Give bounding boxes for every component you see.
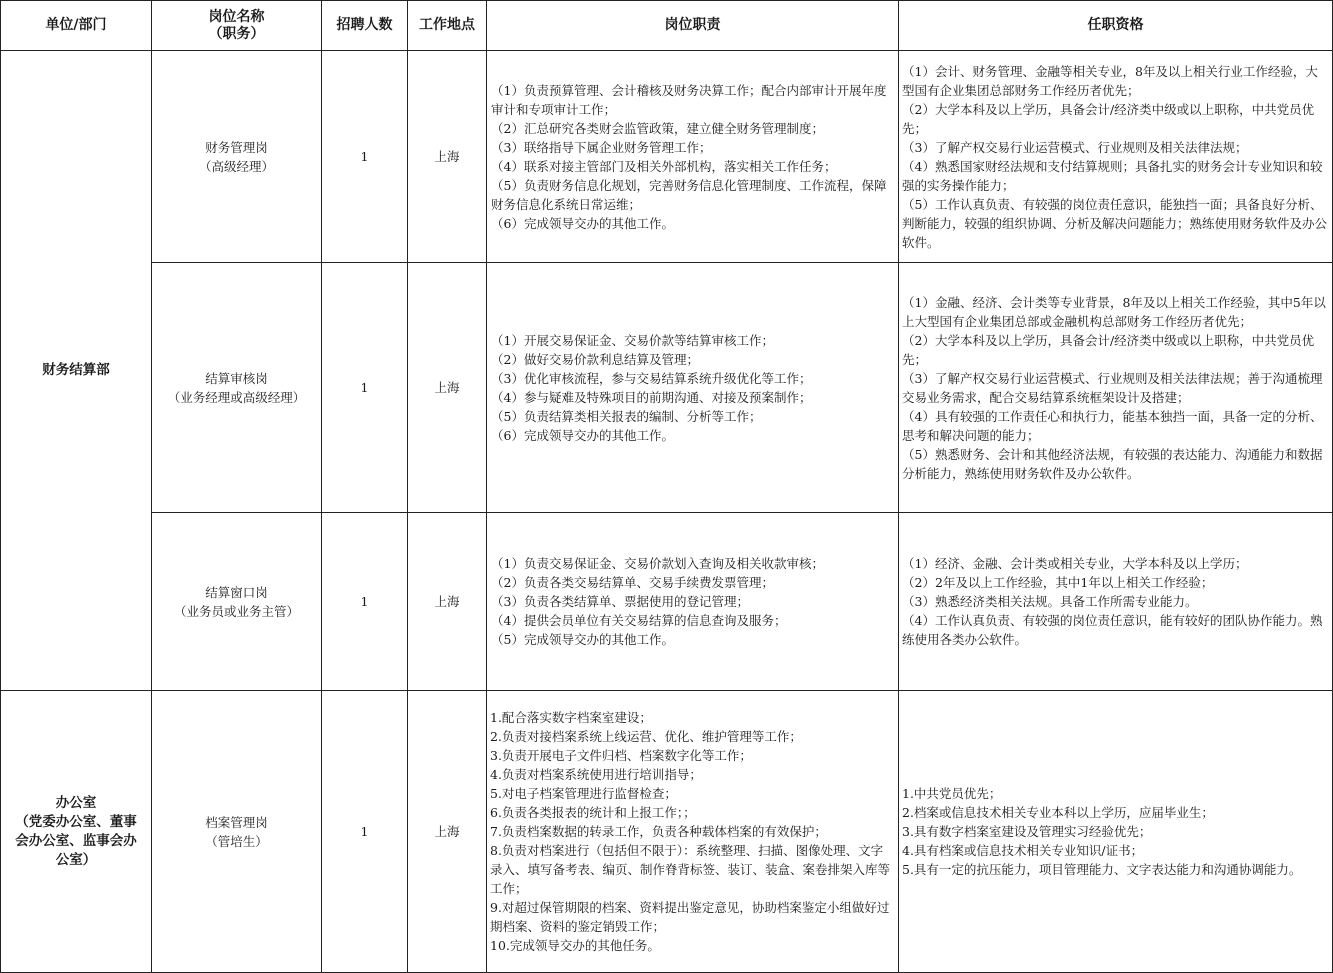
- duty-item: （3）负责各类结算单、票据使用的登记管理；: [491, 594, 749, 609]
- qualifications-cell: [899, 691, 1333, 973]
- header-position: [152, 1, 322, 51]
- department-name: 财务结算部: [42, 362, 110, 378]
- header-headcount: 招聘人数: [322, 1, 408, 51]
- duties-cell: [487, 263, 899, 513]
- location-cell: 上海: [408, 263, 487, 513]
- qualification-item: （3）了解产权交易行业运营模式、行业规则及相关法律法规；: [902, 139, 1248, 155]
- position-subtitle: （管培生）: [205, 833, 268, 849]
- duties-cell: [487, 513, 899, 691]
- duty-item: （1）负责预算管理、会计稽核及财务决算工作；配合内部审计开展年度审计和专项审计工作；: [491, 82, 887, 117]
- duty-item: （5）完成领导交办的其他工作。: [491, 632, 674, 647]
- duty-item: （2）汇总研究各类财会监管政策，建立健全财务管理制度；: [491, 120, 824, 136]
- header-position-sub: （职务）: [208, 25, 265, 42]
- position-title: 档案管理岗: [205, 814, 268, 830]
- qualification-item: （2）大学本科及以上学历，具备会计/经济类中级或以上职称，中共党员优先；: [902, 332, 1315, 367]
- duty-item: （3）联络指导下属企业财务管理工作；: [491, 139, 712, 155]
- duty-item: （2）做好交易价款利息结算及管理；: [491, 351, 699, 367]
- duty-item: 4.负责对档案系统使用进行培训指导；: [490, 767, 702, 782]
- qualification-item: （1）经济、金融、会计类或相关专业，大学本科及以上学历；: [902, 556, 1248, 571]
- duty-item: （4）联系对接主管部门及相关外部机构，落实相关工作任务；: [491, 158, 837, 174]
- location-cell: 上海: [408, 513, 487, 691]
- header-unit: 单位/部门: [1, 1, 152, 51]
- table-row: [1, 263, 1333, 513]
- qualification-item: （5）熟悉财务、会计和其他经济法规，有较强的表达能力、沟通能力和数据分析能力，熟练使用财务软件及办公软件。: [902, 446, 1323, 481]
- header-row: [1, 1, 1333, 51]
- qualifications-cell: [899, 513, 1333, 691]
- header-position-title: 岗位名称: [208, 8, 265, 25]
- duty-item: （3）优化审核流程，参与交易结算系统升级优化等工作；: [491, 370, 812, 386]
- location-cell: 上海: [408, 691, 487, 973]
- duty-item: （2）负责各类交易结算单、交易手续费发票管理；: [491, 575, 774, 590]
- position-cell: [152, 263, 322, 513]
- duties-cell: [487, 691, 899, 973]
- position-subtitle: （高级经理）: [198, 158, 274, 174]
- qualification-item: 3.具有数字档案室建设及管理实习经验优先；: [902, 824, 1152, 839]
- qualification-item: （4）工作认真负责、有较强的岗位责任意识，能有较好的团队协作能力。熟练使用各类办公软件。: [902, 613, 1323, 647]
- qualification-item: 4.具有档案或信息技术相关专业知识/证书；: [902, 843, 1144, 858]
- qualification-item: （4）熟悉国家财经法规和支付结算规则；具备扎实的财务会计专业知识和较强的实务操作能力；: [902, 158, 1323, 193]
- qualification-item: 2.档案或信息技术相关专业本科以上学历，应届毕业生；: [902, 805, 1214, 820]
- qualification-item: 5.具有一定的抗压能力，项目管理能力、文字表达能力和沟通协调能力。: [902, 862, 1302, 877]
- headcount-cell: 1: [322, 263, 408, 513]
- qualifications-cell: [899, 51, 1333, 263]
- qualification-item: （3）熟悉经济类相关法规。具备工作所需专业能力。: [902, 594, 1198, 609]
- duty-item: （4）参与疑难及特殊项目的前期沟通、对接及预案制作；: [491, 389, 812, 405]
- header-location: 工作地点: [408, 1, 487, 51]
- position-subtitle: （业务员或业务主管）: [173, 603, 299, 619]
- duty-item: 8.负责对档案进行（包括但不限于）：系统整理、扫描、图像处理、文字录入、填写备考表、编页、制作脊背标签、装订、装盒、案卷排架入库等工作；: [490, 843, 891, 896]
- qualification-item: 1.中共党员优先；: [902, 786, 1002, 801]
- header-qualifications: 任职资格: [899, 1, 1333, 51]
- position-subtitle: （业务经理或高级经理）: [167, 389, 306, 405]
- position-cell: [152, 51, 322, 263]
- department-name-line: （党委办公室、董事: [15, 813, 137, 830]
- headcount-cell: 1: [322, 51, 408, 263]
- duty-item: （4）提供会员单位有关交易结算的信息查询及服务；: [491, 613, 787, 628]
- header-duties: 岗位职责: [487, 1, 899, 51]
- duty-item: 10.完成领导交办的其他任务。: [490, 938, 660, 953]
- duty-item: 1.配合落实数字档案室建设；: [490, 710, 652, 725]
- table-row: [1, 513, 1333, 691]
- duty-item: 9.对超过保管期限的档案、资料提出鉴定意见，协助档案鉴定小组做好过期档案、资料的鉴定销毁工作；: [490, 900, 890, 934]
- qualification-item: （2）大学本科及以上学历，具备会计/经济类中级或以上职称，中共党员优先；: [902, 101, 1315, 136]
- position-title: 结算审核岗: [205, 370, 268, 386]
- duties-cell: [487, 51, 899, 263]
- qualification-item: （1）金融、经济、会计类等专业背景，8年及以上相关工作经验，其中5年以上大型国有企业集团总部或金融机构总部财务工作经历者优先；: [902, 294, 1326, 329]
- department-cell: [1, 691, 152, 973]
- department-name-line: 公室）: [55, 851, 97, 868]
- duty-item: （6）完成领导交办的其他工作。: [491, 215, 674, 231]
- department-name-line: 会办公室、监事会办: [15, 832, 137, 849]
- position-title: 结算窗口岗: [205, 584, 268, 600]
- duty-item: 3.负责开展电子文件归档、档案数字化等工作；: [490, 748, 752, 763]
- qualification-item: （4）具有较强的工作责任心和执行力，能基本独挡一面，具备一定的分析、思考和解决问题的能力；: [902, 408, 1323, 443]
- qualification-item: （1）会计、财务管理、金融等相关专业，8年及以上相关行业工作经验，大型国有企业集团总部财务工作经历者优先；: [902, 63, 1318, 98]
- position-cell: [152, 513, 322, 691]
- duty-item: 7.负责档案数据的转录工作，负责各种载体档案的有效保护；: [490, 824, 827, 839]
- duty-item: 6.负责各类报表的统计和上报工作；；: [490, 805, 696, 820]
- department-cell: [1, 51, 152, 691]
- duty-item: （1）开展交易保证金、交易价款等结算审核工作；: [491, 332, 774, 348]
- qualifications-cell: [899, 263, 1333, 513]
- duty-item: （5）负责财务信息化规划，完善财务信息化管理制度、工作流程，保障财务信息化系统日常运维；: [491, 177, 887, 212]
- duty-item: （1）负责交易保证金、交易价款划入查询及相关收款审核；: [491, 556, 824, 571]
- position-title: 财务管理岗: [205, 139, 268, 155]
- duty-item: （5）负责结算类相关报表的编制、分析等工作；: [491, 408, 762, 424]
- duty-item: 2.负责对接档案系统上线运营、优化、维护管理等工作；: [490, 729, 802, 744]
- qualification-item: （5）工作认真负责、有较强的岗位责任意识，能独挡一面；具备良好分析、判断能力，较强的组织协调、分析及解决问题能力；熟练使用财务软件及办公软件。: [902, 196, 1328, 250]
- headcount-cell: 1: [322, 513, 408, 691]
- department-name: 办公室: [55, 794, 97, 811]
- headcount-cell: 1: [322, 691, 408, 973]
- duty-item: 5.对电子档案管理进行监督检查；: [490, 786, 677, 801]
- location-cell: 上海: [408, 51, 487, 263]
- table-row: [1, 691, 1333, 973]
- position-cell: [152, 691, 322, 973]
- duty-item: （6）完成领导交办的其他工作。: [491, 427, 674, 443]
- table-row: [1, 51, 1333, 263]
- qualification-item: （3）了解产权交易行业运营模式、行业规则及相关法律法规；善于沟通梳理交易业务需求，配合交易结算系统框架设计及搭建；: [902, 370, 1323, 405]
- qualification-item: （2）2年及以上工作经验，其中1年以上相关工作经验；: [902, 575, 1214, 590]
